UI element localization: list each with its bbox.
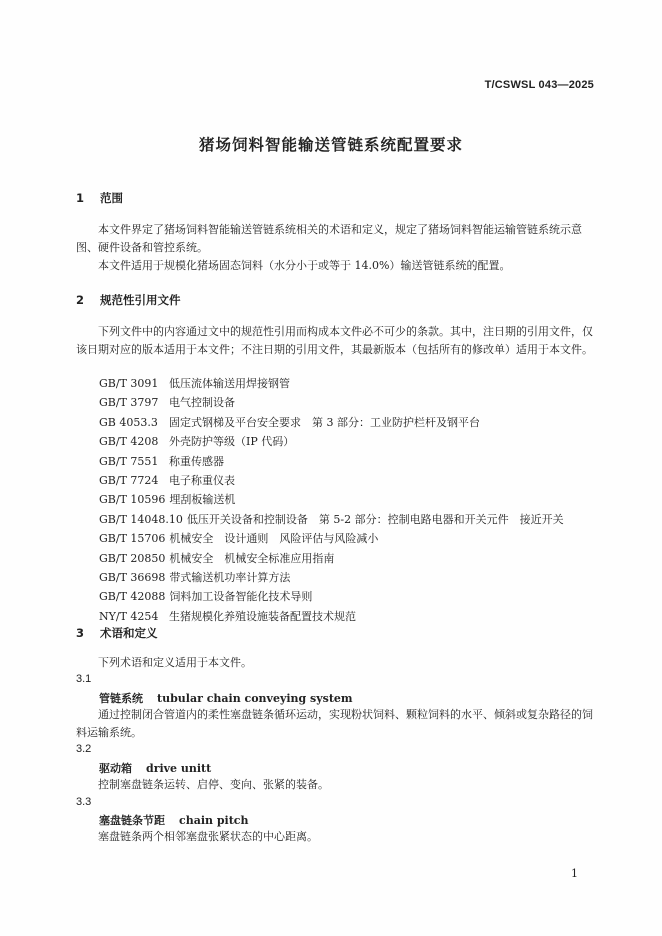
- term-definition: 通过控制闭合管道内的柔性塞盘链条循环运动，实现粉状饲料、颗粒饲料的水平、倾斜或复杂路径的饲料运输系统。: [76, 708, 593, 739]
- section-title: 术语和定义: [100, 626, 158, 640]
- reference-name: 埋刮板输送机: [169, 493, 236, 507]
- section-2-heading: [76, 292, 181, 308]
- section-1-paragraph-1: 本文件界定了猪场饲料智能输送管链系统相关的术语和定义，规定了猪场饲料智能运输管链系统示意图、硬件设备和管控系统。: [76, 223, 582, 254]
- reference-name: 称重传感器: [169, 454, 224, 468]
- reference-code: GB/T 7551: [99, 454, 159, 468]
- reference-code: GB/T 3797: [99, 396, 159, 410]
- reference-code: GB/T 20850: [99, 551, 166, 565]
- term-definition: 控制塞盘链条运转、启停、变向、张紧的装备。: [98, 778, 329, 791]
- term-en: chain pitch: [179, 814, 249, 827]
- reference-code: GB/T 10596: [99, 493, 166, 507]
- term-en: tubular chain conveying system: [157, 692, 353, 705]
- term-definition: 塞盘链条两个相邻塞盘张紧状态的中心距离。: [98, 830, 318, 843]
- reference-name: 固定式钢梯及平台安全要求 第 3 部分：工业防护栏杆及钢平台: [169, 415, 480, 429]
- reference-code: NY/T 4254: [99, 609, 159, 623]
- reference-code: GB/T 14048.10: [99, 512, 183, 526]
- term-heading: [99, 760, 211, 776]
- section-2-paragraph-1: 下列文件中的内容通过文中的规范性引用而构成本文件必不可少的条款。其中，注日期的引用文件，仅该日期对应的版本适用于本文件；不注日期的引用文件，其最新版本（包括所有的修改单）适用于本文件。: [76, 325, 593, 356]
- reference-item: [99, 568, 619, 587]
- reference-item: [99, 510, 619, 529]
- section-number: 2: [76, 293, 85, 307]
- term-zh: 塞盘链条节距: [99, 814, 165, 827]
- reference-name: 机械安全 机械安全标准应用指南: [169, 551, 335, 565]
- section-number: 3: [76, 626, 85, 640]
- reference-code: GB/T 4208: [99, 435, 159, 449]
- reference-item: [99, 490, 619, 509]
- section-title: 规范性引用文件: [100, 293, 181, 307]
- reference-item: [99, 471, 619, 490]
- term-number: 3.1: [76, 673, 92, 685]
- reference-name: 带式输送机功率计算方法: [169, 571, 291, 585]
- section-3-paragraph-1: 下列术语和定义适用于本文件。: [98, 656, 252, 669]
- page-number: 1: [571, 867, 578, 880]
- section-title: 范围: [100, 191, 124, 205]
- term-number: 3.3: [76, 796, 92, 808]
- reference-name: 生猪规模化养殖设施装备配置技术规范: [169, 609, 356, 623]
- reference-name: 饲料加工设备智能化技术导则: [169, 590, 313, 604]
- section-1-paragraph-2: 本文件适用于规模化猪场固态饲料（水分小于或等于 14.0%）输送管链系统的配置。: [98, 259, 511, 272]
- reference-code: GB/T 42088: [99, 590, 166, 604]
- section-1-heading: [76, 190, 123, 206]
- term-number: 3.2: [76, 743, 92, 755]
- reference-item: [99, 413, 619, 432]
- reference-name: 低压开关设备和控制设备 第 5-2 部分：控制电路电器和开关元件 接近开关: [186, 512, 564, 526]
- reference-item: [99, 432, 619, 451]
- reference-list: [99, 374, 619, 626]
- term-heading: [99, 812, 248, 828]
- section-3-heading: [76, 625, 158, 641]
- section-number: 1: [76, 191, 85, 205]
- reference-item: [99, 587, 619, 606]
- term-en: drive unitt: [146, 762, 212, 775]
- reference-item: [99, 452, 619, 471]
- reference-item: [99, 607, 619, 626]
- reference-name: 电气控制设备: [169, 396, 235, 410]
- reference-code: GB/T 36698: [99, 571, 166, 585]
- document-title: 猪场饲料智能输送管链系统配置要求: [198, 136, 463, 154]
- reference-code: GB/T 7724: [99, 474, 159, 488]
- reference-item: [99, 529, 619, 548]
- reference-name: 电子称重仪表: [169, 474, 235, 488]
- reference-name: 外壳防护等级（IP 代码）: [169, 435, 295, 449]
- reference-name: 机械安全 设计通则 风险评估与风险减小: [169, 532, 379, 546]
- reference-code: GB 4053.3: [99, 415, 158, 429]
- standard-code: T/CSWSL 043—2025: [484, 79, 594, 91]
- reference-name: 低压流体输送用焊接钢管: [169, 377, 290, 390]
- reference-code: GB/T 3091: [99, 377, 159, 390]
- reference-item: [99, 374, 619, 393]
- reference-item: [99, 393, 619, 412]
- term-heading: [99, 690, 353, 706]
- term-zh: 管链系统: [99, 692, 143, 705]
- reference-item: [99, 549, 619, 568]
- term-zh: 驱动箱: [99, 762, 132, 775]
- reference-code: GB/T 15706: [99, 532, 166, 546]
